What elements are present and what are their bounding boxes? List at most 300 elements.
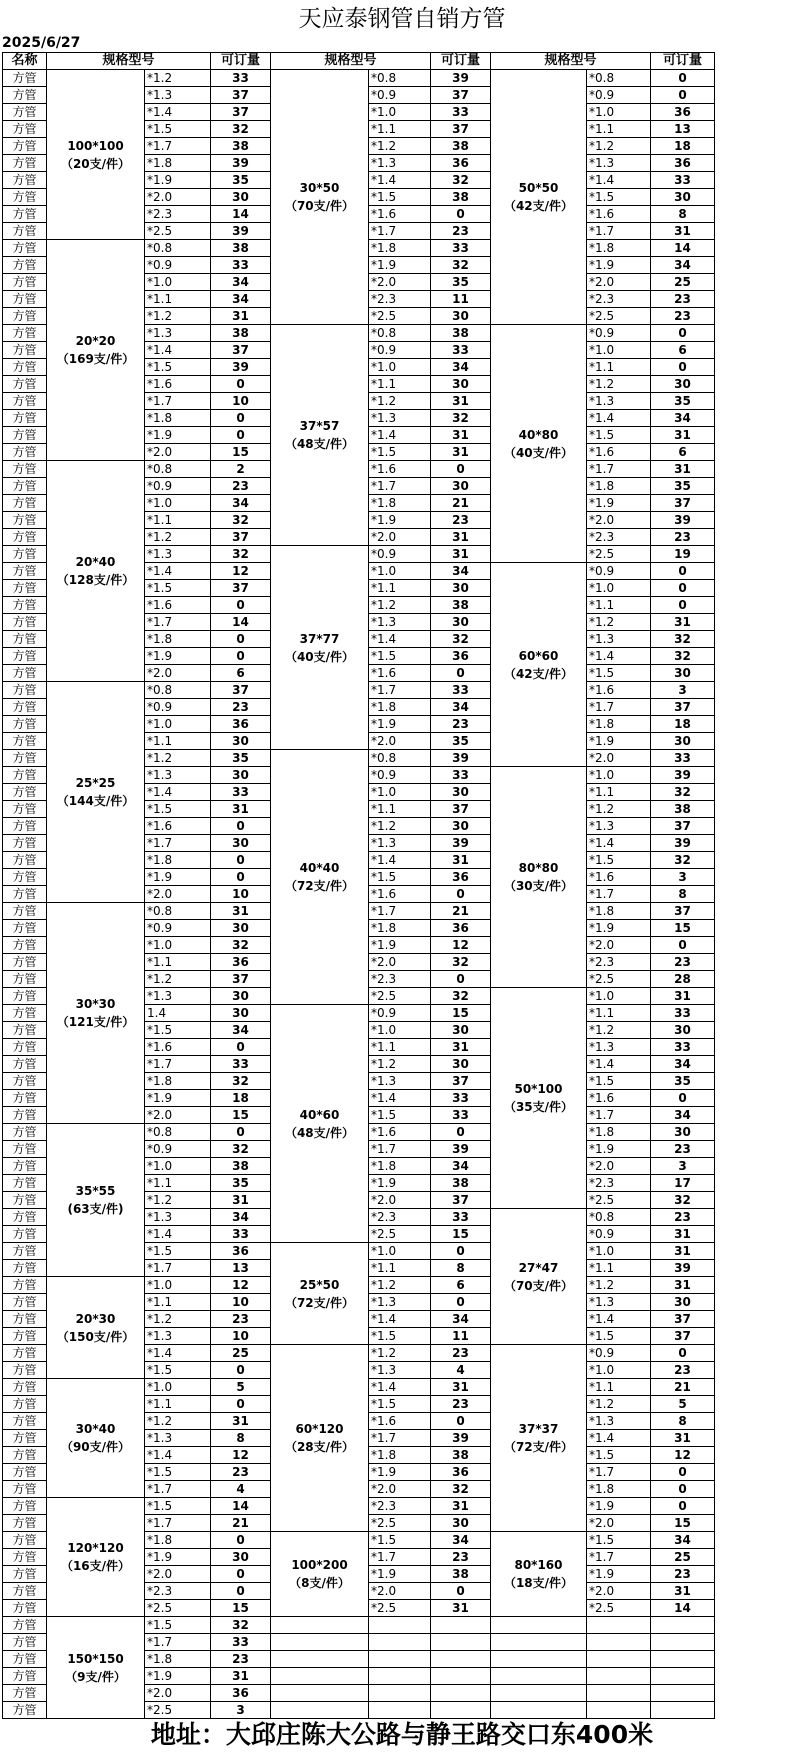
- thickness-cell: *1.5: [145, 121, 211, 138]
- thickness-cell: *1.6: [145, 376, 211, 393]
- quantity-cell: 38: [431, 138, 491, 155]
- thickness-cell: *1.5: [369, 869, 431, 886]
- quantity-cell: 14: [211, 614, 271, 631]
- empty-cell: [587, 1634, 651, 1651]
- quantity-cell: 32: [211, 1617, 271, 1634]
- quantity-cell: 0: [211, 1566, 271, 1583]
- product-name-cell: 方管: [3, 1243, 47, 1260]
- product-name-cell: 方管: [3, 546, 47, 563]
- quantity-cell: 31: [651, 1430, 715, 1447]
- thickness-cell: *1.9: [369, 937, 431, 954]
- product-name-cell: 方管: [3, 1413, 47, 1430]
- product-name-cell: 方管: [3, 342, 47, 359]
- quantity-cell: 31: [211, 801, 271, 818]
- quantity-cell: 31: [651, 461, 715, 478]
- product-name-cell: 方管: [3, 852, 47, 869]
- thickness-cell: *1.7: [369, 903, 431, 920]
- page-title: 天应泰钢管自销方管: [298, 6, 506, 32]
- product-name-cell: 方管: [3, 1294, 47, 1311]
- thickness-cell: *1.0: [587, 104, 651, 121]
- thickness-cell: *1.5: [145, 801, 211, 818]
- thickness-cell: *1.0: [145, 716, 211, 733]
- size-label: 120*120: [67, 1541, 124, 1555]
- thickness-cell: *2.0: [369, 1481, 431, 1498]
- quantity-cell: 32: [211, 1141, 271, 1158]
- pack-label: （70支/件）: [284, 199, 355, 213]
- thickness-cell: *2.0: [145, 1685, 211, 1702]
- quantity-cell: 15: [431, 1226, 491, 1243]
- quantity-cell: 30: [431, 1056, 491, 1073]
- quantity-cell: 30: [431, 1515, 491, 1532]
- pack-label: （28支/件）: [284, 1440, 355, 1454]
- quantity-cell: 30: [651, 733, 715, 750]
- empty-cell: [369, 1651, 431, 1668]
- report-date: 2025/6/27: [2, 35, 81, 51]
- thickness-cell: *1.7: [145, 835, 211, 852]
- thickness-cell: *1.9: [145, 172, 211, 189]
- thickness-cell: *1.3: [587, 818, 651, 835]
- pack-label: （72支/件）: [284, 879, 355, 893]
- empty-cell: [491, 1668, 587, 1685]
- thickness-cell: *1.2: [145, 971, 211, 988]
- quantity-cell: 39: [431, 750, 491, 767]
- thickness-cell: *1.6: [587, 206, 651, 223]
- thickness-cell: *1.7: [145, 1260, 211, 1277]
- quantity-cell: 14: [211, 1498, 271, 1515]
- thickness-cell: *1.2: [369, 597, 431, 614]
- quantity-cell: 33: [431, 342, 491, 359]
- quantity-cell: 25: [211, 1345, 271, 1362]
- quantity-cell: 23: [651, 1141, 715, 1158]
- quantity-cell: 32: [651, 631, 715, 648]
- quantity-cell: 37: [651, 903, 715, 920]
- quantity-cell: 30: [431, 308, 491, 325]
- quantity-cell: 0: [211, 648, 271, 665]
- quantity-cell: 23: [651, 1209, 715, 1226]
- thickness-cell: *1.2: [145, 1413, 211, 1430]
- quantity-cell: 30: [431, 1022, 491, 1039]
- quantity-cell: 37: [651, 495, 715, 512]
- quantity-cell: 33: [651, 750, 715, 767]
- product-name-cell: 方管: [3, 733, 47, 750]
- thickness-cell: *0.8: [145, 461, 211, 478]
- size-group-cell: [271, 750, 369, 1005]
- thickness-cell: *2.3: [145, 206, 211, 223]
- thickness-cell: *1.3: [145, 325, 211, 342]
- thickness-cell: *1.2: [369, 1056, 431, 1073]
- size-label: 40*40: [299, 861, 340, 875]
- quantity-cell: 37: [431, 1073, 491, 1090]
- quantity-cell: 0: [431, 886, 491, 903]
- empty-cell: [431, 1702, 491, 1719]
- thickness-cell: *1.7: [369, 1549, 431, 1566]
- thickness-cell: *2.0: [145, 1566, 211, 1583]
- quantity-cell: 31: [431, 546, 491, 563]
- product-name-cell: 方管: [3, 1073, 47, 1090]
- product-name-cell: 方管: [3, 461, 47, 478]
- quantity-cell: 21: [211, 1515, 271, 1532]
- product-name-cell: 方管: [3, 597, 47, 614]
- size-group-cell: [491, 325, 587, 563]
- thickness-cell: *1.4: [369, 172, 431, 189]
- quantity-cell: 33: [211, 1634, 271, 1651]
- quantity-cell: 30: [431, 614, 491, 631]
- size-label: 100*200: [291, 1558, 348, 1572]
- empty-cell: [491, 1617, 587, 1634]
- quantity-cell: 34: [431, 699, 491, 716]
- quantity-cell: 34: [211, 274, 271, 291]
- thickness-cell: *1.1: [369, 580, 431, 597]
- quantity-cell: 31: [651, 1277, 715, 1294]
- thickness-cell: *1.1: [145, 1396, 211, 1413]
- size-label: 20*20: [75, 334, 116, 348]
- size-group-cell: [47, 1617, 145, 1719]
- thickness-cell: *1.0: [587, 1243, 651, 1260]
- thickness-cell: *1.0: [145, 1277, 211, 1294]
- thickness-cell: *1.6: [369, 1124, 431, 1141]
- thickness-cell: *1.9: [587, 920, 651, 937]
- thickness-cell: *1.2: [369, 1277, 431, 1294]
- empty-cell: [651, 1702, 715, 1719]
- quantity-cell: 12: [651, 1447, 715, 1464]
- size-label: 20*40: [75, 555, 116, 569]
- quantity-cell: 32: [431, 988, 491, 1005]
- empty-cell: [369, 1685, 431, 1702]
- product-name-cell: 方管: [3, 971, 47, 988]
- quantity-cell: 30: [431, 784, 491, 801]
- pack-label: （128支/件）: [56, 573, 135, 587]
- thickness-cell: *1.1: [369, 801, 431, 818]
- quantity-cell: 0: [651, 70, 715, 87]
- thickness-cell: *1.2: [145, 308, 211, 325]
- quantity-cell: 31: [651, 1226, 715, 1243]
- size-label: 30*30: [75, 997, 116, 1011]
- thickness-cell: *1.2: [587, 1396, 651, 1413]
- quantity-cell: 32: [211, 512, 271, 529]
- thickness-cell: *1.7: [145, 1515, 211, 1532]
- quantity-cell: 0: [211, 427, 271, 444]
- quantity-cell: 15: [651, 920, 715, 937]
- quantity-cell: 37: [211, 580, 271, 597]
- quantity-cell: 6: [211, 665, 271, 682]
- thickness-cell: *1.9: [587, 1498, 651, 1515]
- thickness-cell: *1.3: [587, 1039, 651, 1056]
- size-group-cell: [491, 1209, 587, 1345]
- quantity-cell: 8: [651, 206, 715, 223]
- thickness-cell: *2.0: [587, 750, 651, 767]
- thickness-cell: *1.5: [369, 1107, 431, 1124]
- quantity-cell: 0: [651, 87, 715, 104]
- thickness-cell: *1.0: [145, 274, 211, 291]
- thickness-cell: *0.9: [369, 87, 431, 104]
- quantity-cell: 31: [211, 1668, 271, 1685]
- empty-cell: [651, 1617, 715, 1634]
- thickness-cell: *1.4: [145, 342, 211, 359]
- quantity-cell: 23: [431, 1549, 491, 1566]
- thickness-cell: *2.0: [587, 1515, 651, 1532]
- thickness-cell: *1.3: [369, 835, 431, 852]
- quantity-cell: 31: [651, 223, 715, 240]
- thickness-cell: *2.0: [369, 954, 431, 971]
- thickness-cell: *1.1: [587, 784, 651, 801]
- product-name-cell: 方管: [3, 1549, 47, 1566]
- address-footer: 地址：大邱庄陈大公路与静王路交口东400米: [150, 1720, 654, 1749]
- thickness-cell: *1.0: [587, 580, 651, 597]
- quantity-cell: 35: [431, 733, 491, 750]
- thickness-cell: *1.9: [587, 1566, 651, 1583]
- thickness-cell: *1.7: [145, 1634, 211, 1651]
- product-name-cell: 方管: [3, 1107, 47, 1124]
- table-header-row: [3, 53, 715, 70]
- thickness-cell: *1.1: [587, 597, 651, 614]
- thickness-cell: *0.9: [145, 257, 211, 274]
- quantity-cell: 36: [211, 1685, 271, 1702]
- pack-label: (63支/件): [67, 1202, 124, 1216]
- product-name-cell: 方管: [3, 1192, 47, 1209]
- size-group-cell: [491, 1345, 587, 1532]
- thickness-cell: *0.8: [145, 682, 211, 699]
- thickness-cell: *1.4: [587, 410, 651, 427]
- size-label: 50*50: [518, 181, 559, 195]
- thickness-cell: *1.7: [369, 1430, 431, 1447]
- quantity-cell: 12: [211, 1447, 271, 1464]
- quantity-cell: 33: [431, 1107, 491, 1124]
- quantity-cell: 38: [651, 801, 715, 818]
- quantity-cell: 11: [431, 1328, 491, 1345]
- thickness-cell: *1.1: [587, 359, 651, 376]
- quantity-cell: 0: [651, 359, 715, 376]
- thickness-cell: *1.8: [369, 240, 431, 257]
- quantity-cell: 14: [651, 1600, 715, 1617]
- product-name-cell: 方管: [3, 325, 47, 342]
- quantity-cell: 18: [211, 1090, 271, 1107]
- pack-label: （48支/件）: [284, 1125, 355, 1140]
- empty-cell: [271, 1634, 369, 1651]
- empty-cell: [491, 1702, 587, 1719]
- quantity-cell: 32: [211, 1073, 271, 1090]
- thickness-cell: *2.5: [587, 1192, 651, 1209]
- quantity-cell: 0: [211, 1039, 271, 1056]
- quantity-cell: 37: [211, 682, 271, 699]
- empty-cell: [369, 1617, 431, 1634]
- quantity-cell: 38: [211, 1158, 271, 1175]
- quantity-cell: 31: [651, 427, 715, 444]
- quantity-cell: 0: [211, 1124, 271, 1141]
- quantity-cell: 21: [431, 495, 491, 512]
- thickness-cell: *1.2: [145, 529, 211, 546]
- thickness-cell: *1.4: [587, 1430, 651, 1447]
- quantity-cell: 32: [651, 1192, 715, 1209]
- size-label: 25*25: [75, 776, 116, 790]
- product-name-cell: 方管: [3, 155, 47, 172]
- quantity-cell: 0: [211, 631, 271, 648]
- product-name-cell: 方管: [3, 274, 47, 291]
- pack-label: （16支/件）: [60, 1559, 131, 1573]
- pack-label: （48支/件）: [284, 437, 355, 451]
- product-name-cell: 方管: [3, 376, 47, 393]
- thickness-cell: *1.9: [369, 1464, 431, 1481]
- thickness-cell: *0.8: [369, 750, 431, 767]
- quantity-cell: 15: [211, 1107, 271, 1124]
- table-body: [3, 70, 715, 1719]
- quantity-cell: 37: [431, 121, 491, 138]
- quantity-cell: 15: [211, 1600, 271, 1617]
- thickness-cell: *2.0: [587, 1583, 651, 1600]
- quantity-cell: 4: [211, 1481, 271, 1498]
- thickness-cell: *2.3: [369, 1498, 431, 1515]
- thickness-cell: *1.7: [145, 614, 211, 631]
- size-group-cell: [47, 1379, 145, 1498]
- thickness-cell: *1.7: [145, 393, 211, 410]
- product-name-cell: 方管: [3, 1566, 47, 1583]
- quantity-cell: 33: [431, 767, 491, 784]
- thickness-cell: *1.1: [145, 1294, 211, 1311]
- product-name-cell: 方管: [3, 563, 47, 580]
- thickness-cell: *1.3: [369, 614, 431, 631]
- product-name-cell: 方管: [3, 529, 47, 546]
- quantity-cell: 23: [431, 223, 491, 240]
- product-name-cell: 方管: [3, 291, 47, 308]
- thickness-cell: *1.4: [145, 784, 211, 801]
- quantity-cell: 37: [211, 971, 271, 988]
- pack-label: （144支/件）: [56, 794, 135, 808]
- empty-cell: [369, 1668, 431, 1685]
- thickness-cell: *1.5: [587, 1532, 651, 1549]
- quantity-cell: 0: [211, 852, 271, 869]
- size-label: 20*30: [75, 1311, 116, 1326]
- thickness-cell: *2.5: [587, 1600, 651, 1617]
- thickness-cell: *1.9: [369, 716, 431, 733]
- quantity-cell: 25: [651, 274, 715, 291]
- quantity-cell: 23: [651, 954, 715, 971]
- quantity-cell: 37: [431, 1192, 491, 1209]
- thickness-cell: *0.9: [369, 767, 431, 784]
- thickness-cell: *1.4: [369, 1311, 431, 1328]
- thickness-cell: *1.9: [145, 869, 211, 886]
- thickness-cell: *1.2: [587, 1022, 651, 1039]
- thickness-cell: *1.1: [587, 1260, 651, 1277]
- thickness-cell: *1.0: [369, 1022, 431, 1039]
- quantity-cell: 32: [651, 648, 715, 665]
- thickness-cell: *1.7: [587, 1464, 651, 1481]
- quantity-cell: 34: [211, 291, 271, 308]
- quantity-cell: 32: [431, 410, 491, 427]
- size-label: 80*160: [514, 1558, 563, 1572]
- thickness-cell: *1.1: [145, 954, 211, 971]
- thickness-cell: *1.6: [145, 597, 211, 614]
- quantity-cell: 32: [431, 631, 491, 648]
- thickness-cell: *1.0: [369, 104, 431, 121]
- quantity-cell: 23: [651, 529, 715, 546]
- quantity-cell: 34: [651, 257, 715, 274]
- quantity-cell: 0: [431, 1124, 491, 1141]
- product-name-cell: 方管: [3, 308, 47, 325]
- thickness-cell: *1.5: [369, 444, 431, 461]
- thickness-cell: *1.0: [587, 988, 651, 1005]
- quantity-cell: 31: [211, 1192, 271, 1209]
- thickness-cell: *1.4: [145, 563, 211, 580]
- quantity-cell: 2: [211, 461, 271, 478]
- quantity-cell: 32: [211, 121, 271, 138]
- thickness-cell: *1.5: [145, 1617, 211, 1634]
- thickness-cell: *1.8: [145, 1532, 211, 1549]
- quantity-cell: 30: [651, 1124, 715, 1141]
- quantity-cell: 23: [431, 1345, 491, 1362]
- thickness-cell: *2.3: [587, 954, 651, 971]
- thickness-cell: *2.5: [369, 1515, 431, 1532]
- empty-cell: [431, 1685, 491, 1702]
- thickness-cell: *1.5: [145, 1464, 211, 1481]
- thickness-cell: *2.5: [145, 1702, 211, 1719]
- thickness-cell: *2.0: [369, 1192, 431, 1209]
- quantity-cell: 0: [651, 1345, 715, 1362]
- quantity-cell: 39: [651, 835, 715, 852]
- thickness-cell: *0.9: [369, 546, 431, 563]
- header-qty-2: 可订量: [431, 53, 491, 70]
- thickness-cell: *1.0: [369, 1243, 431, 1260]
- size-label: 30*50: [299, 181, 340, 195]
- quantity-cell: 39: [651, 512, 715, 529]
- quantity-cell: 23: [651, 308, 715, 325]
- quantity-cell: 0: [211, 1362, 271, 1379]
- table-row: [3, 1617, 715, 1634]
- quantity-cell: 8: [211, 1430, 271, 1447]
- thickness-cell: *1.3: [587, 1294, 651, 1311]
- quantity-cell: 15: [651, 1515, 715, 1532]
- thickness-cell: *1.3: [145, 767, 211, 784]
- thickness-cell: *1.6: [369, 665, 431, 682]
- thickness-cell: *1.2: [587, 376, 651, 393]
- thickness-cell: *1.3: [369, 1362, 431, 1379]
- empty-cell: [651, 1685, 715, 1702]
- product-name-cell: 方管: [3, 393, 47, 410]
- pack-label: （72支/件）: [503, 1440, 574, 1454]
- product-name-cell: 方管: [3, 1396, 47, 1413]
- pack-label: （40支/件）: [284, 649, 355, 664]
- product-name-cell: 方管: [3, 767, 47, 784]
- empty-cell: [271, 1668, 369, 1685]
- pack-label: （42支/件）: [503, 666, 574, 681]
- quantity-cell: 38: [431, 1447, 491, 1464]
- thickness-cell: *1.6: [587, 682, 651, 699]
- quantity-cell: 33: [211, 70, 271, 87]
- quantity-cell: 0: [651, 1090, 715, 1107]
- product-name-cell: 方管: [3, 240, 47, 257]
- product-name-cell: 方管: [3, 1209, 47, 1226]
- empty-cell: [491, 1685, 587, 1702]
- quantity-cell: 32: [211, 546, 271, 563]
- quantity-cell: 23: [651, 291, 715, 308]
- quantity-cell: 13: [211, 1260, 271, 1277]
- thickness-cell: *2.0: [369, 274, 431, 291]
- product-name-cell: 方管: [3, 1685, 47, 1702]
- quantity-cell: 36: [431, 648, 491, 665]
- thickness-cell: *1.5: [369, 648, 431, 665]
- quantity-cell: 0: [651, 1464, 715, 1481]
- size-group-cell: [271, 70, 369, 325]
- quantity-cell: 37: [211, 87, 271, 104]
- thickness-cell: *1.8: [145, 1651, 211, 1668]
- empty-cell: [271, 1685, 369, 1702]
- thickness-cell: *1.8: [587, 1481, 651, 1498]
- thickness-cell: *1.2: [369, 818, 431, 835]
- product-name-cell: 方管: [3, 121, 47, 138]
- pack-label: （30支/件）: [503, 879, 574, 893]
- quantity-cell: 0: [211, 818, 271, 835]
- thickness-cell: *1.0: [145, 495, 211, 512]
- quantity-cell: 37: [651, 818, 715, 835]
- size-label: 100*100: [67, 138, 124, 153]
